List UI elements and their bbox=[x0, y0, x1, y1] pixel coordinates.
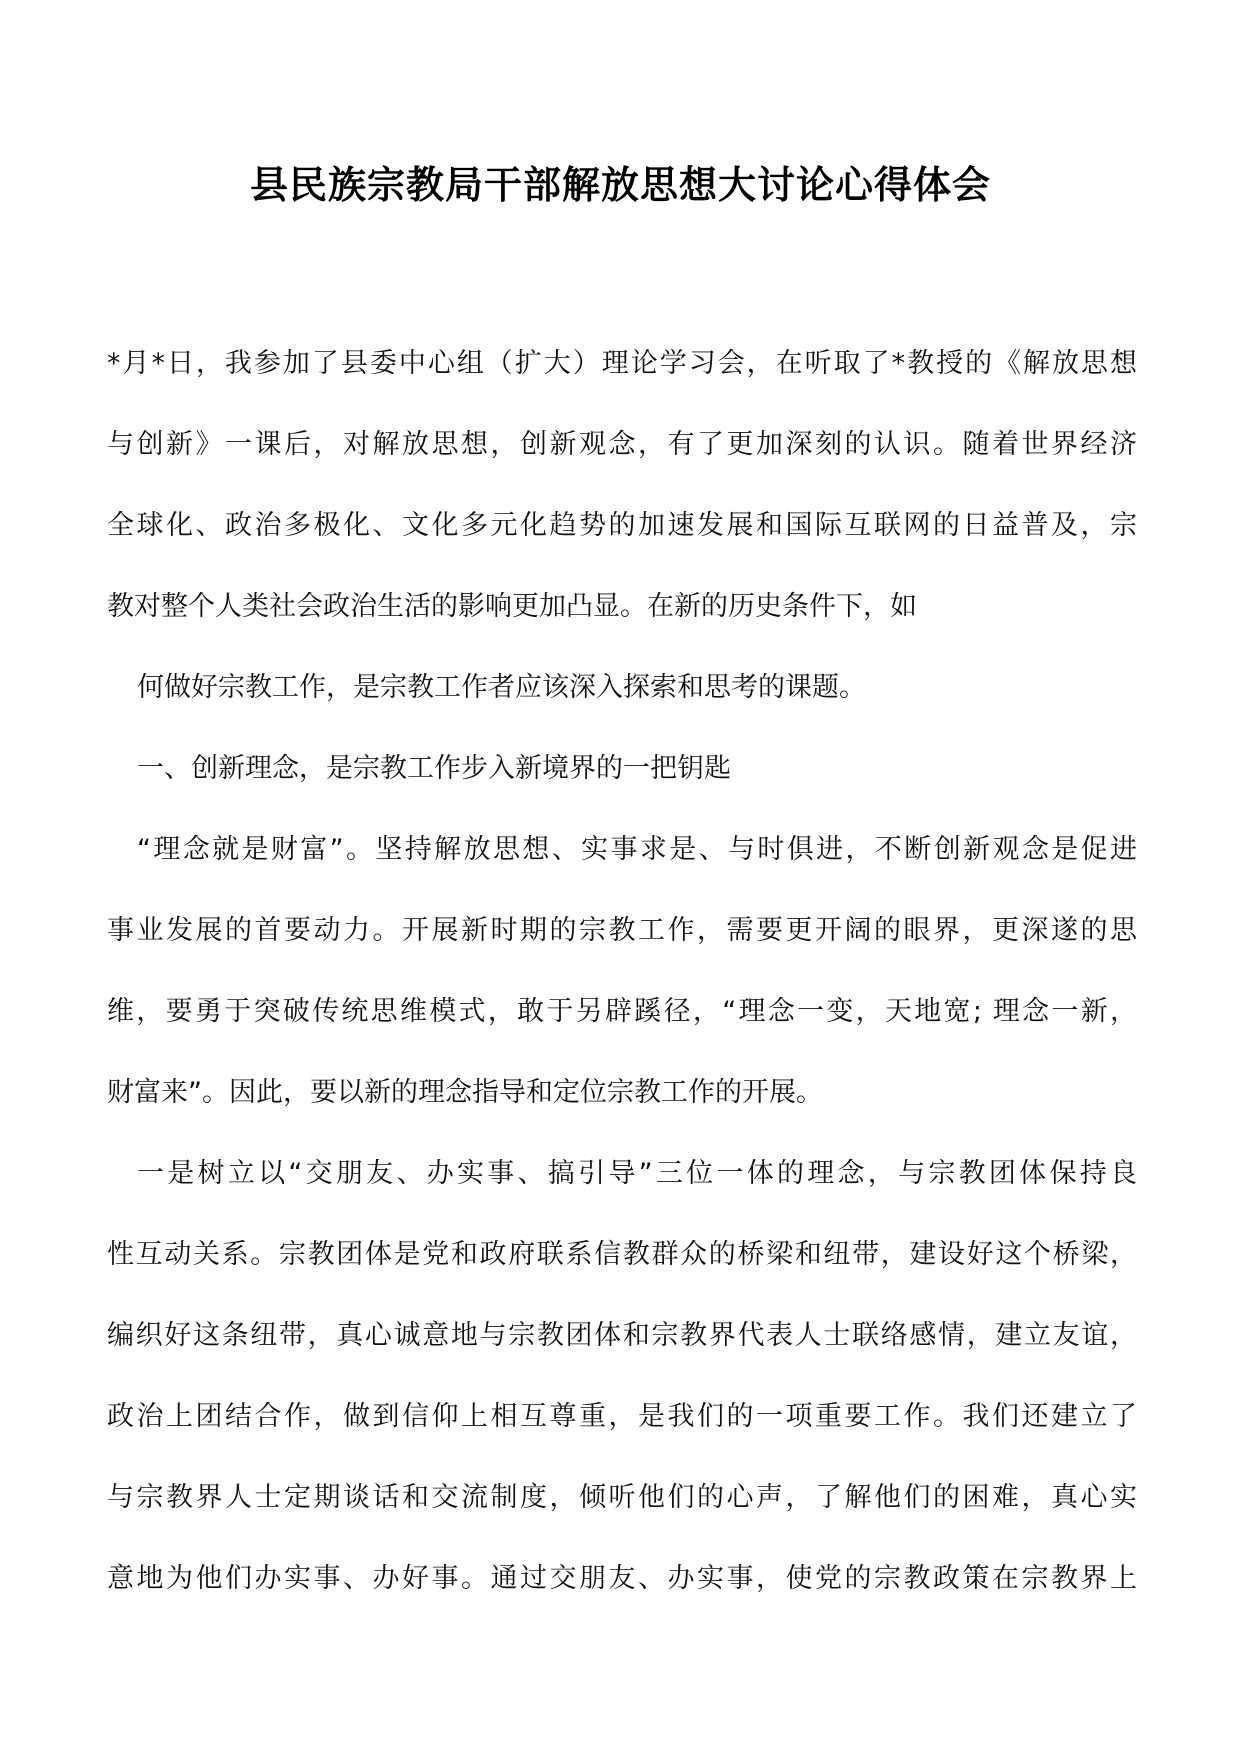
paragraph-line: 一是树立以“交朋友、办实事、搞引导”三位一体的理念，与宗教团体保持良 bbox=[137, 1158, 1137, 1189]
paragraph-line: 意地为他们办实事、办好事。通过交朋友、办实事，使党的宗教政策在宗教界上 bbox=[107, 1563, 1137, 1594]
paragraph-line: 何做好宗教工作，是宗教工作者应该深入探索和思考的课题。 bbox=[137, 672, 866, 703]
paragraph-line: 维，要勇于突破传统思维模式，敢于另辟蹊径，“理念一变，天地宽; 理念一新， bbox=[107, 996, 1137, 1027]
paragraph-line: 事业发展的首要动力。开展新时期的宗教工作，需要更开阔的眼界，更深遂的思 bbox=[107, 915, 1137, 946]
paragraph-line: 编织好这条纽带，真心诚意地与宗教团体和宗教界代表人士联络感情，建立友谊， bbox=[107, 1320, 1137, 1351]
paragraph-line: 性互动关系。宗教团体是党和政府联系信教群众的桥梁和纽带，建设好这个桥梁， bbox=[107, 1239, 1137, 1270]
paragraph-line: 财富来”。因此，要以新的理念指导和定位宗教工作的开展。 bbox=[107, 1077, 823, 1108]
document-body bbox=[107, 344, 1137, 1640]
document-title: 县民族宗教局干部解放思想大讨论心得体会 bbox=[249, 162, 991, 207]
paragraph-line: 一、创新理念，是宗教工作步入新境界的一把钥匙 bbox=[137, 753, 731, 784]
paragraph-line: *月*日，我参加了县委中心组（扩大）理论学习会，在听取了*教授的《解放思想 bbox=[107, 348, 1137, 379]
paragraph-line: 政治上团结合作，做到信仰上相互尊重，是我们的一项重要工作。我们还建立了 bbox=[107, 1401, 1137, 1432]
paragraph-line: 全球化、政治多极化、文化多元化趋势的加速发展和国际互联网的日益普及，宗 bbox=[107, 510, 1137, 541]
paragraph-line: 与创新》一课后，对解放思想，创新观念，有了更加深刻的认识。随着世界经济 bbox=[107, 429, 1137, 460]
paragraph-line: 教对整个人类社会政治生活的影响更加凸显。在新的历史条件下，如 bbox=[107, 591, 917, 622]
paragraph-line: 与宗教界人士定期谈话和交流制度，倾听他们的心声，了解他们的困难，真心实 bbox=[107, 1482, 1137, 1513]
paragraph-line: “理念就是财富”。坚持解放思想、实事求是、与时俱进，不断创新观念是促进 bbox=[137, 834, 1137, 865]
